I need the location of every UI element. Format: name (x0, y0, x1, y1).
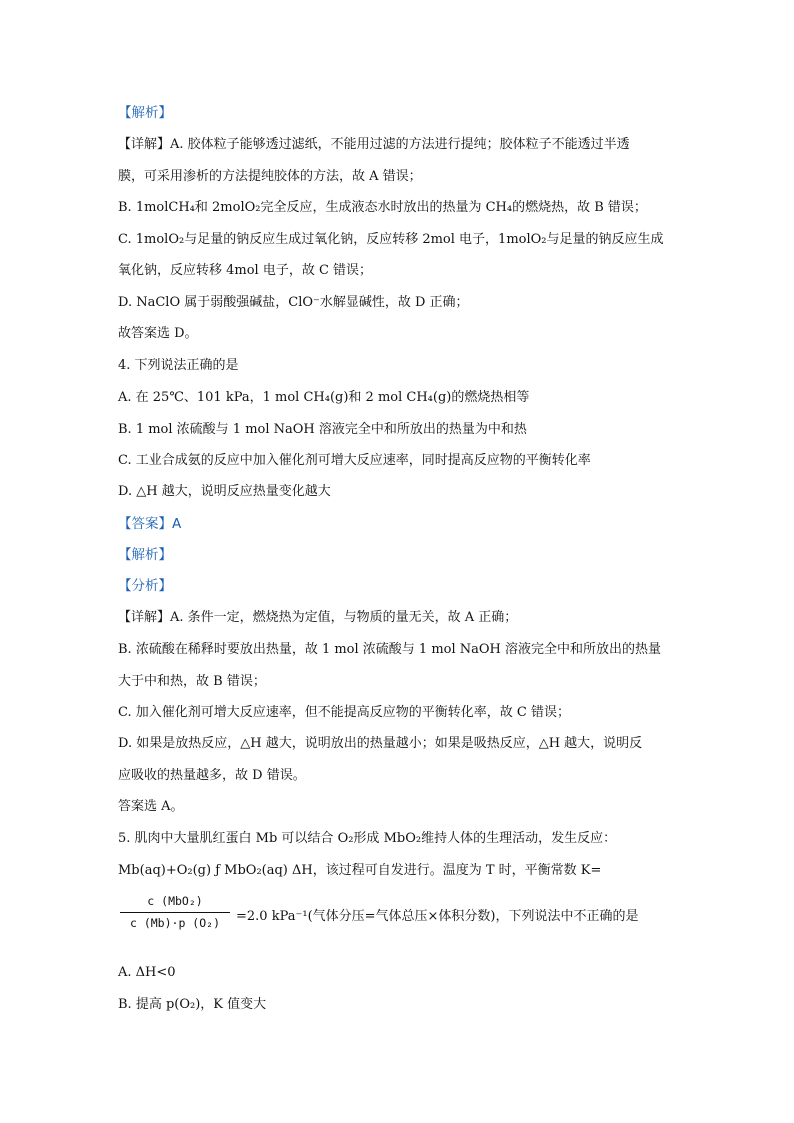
text-line: 【详解】A. 条件一定，燃烧热为定值，与物质的量无关，故 A 正确； (118, 610, 518, 625)
text-line: B. 1 mol 浓硫酸与 1 mol NaOH 溶液完全中和所放出的热量为中和热 (118, 422, 527, 437)
fraction-numerator: c (MbO₂) (147, 894, 203, 908)
text-line: 故答案选 D。 (118, 326, 198, 341)
text-line: 【详解】A. 胶体粒子能够透过滤纸，不能用过滤的方法进行提纯；胶体粒子不能透过半透 (118, 137, 630, 152)
section-tag: 【解析】 (118, 547, 172, 563)
text-line: D. △H 越大，说明反应热量变化越大 (118, 484, 331, 499)
text-line: A. ΔH<0 (118, 965, 176, 980)
text-line: 应吸收的热量越多，故 D 错误。 (118, 768, 306, 783)
text-line: Mb(aq)+O₂(g) ƒ MbO₂(aq) ΔH，该过程可自发进行。温度为 T 时，平衡常数 K= (118, 863, 602, 878)
text-line: 答案选 A。 (118, 799, 184, 814)
text-line: 大于中和热，故 B 错误； (118, 674, 266, 689)
section-tag: 【答案】A (118, 516, 182, 532)
fraction-trailing-text: =2.0 kPa⁻¹(气体分压=气体总压×体积分数)，下列说法中不正确的是 (236, 909, 639, 924)
text-line: A. 在 25℃、101 kPa，1 mol CH₄(g)和 2 mol CH₄(g)的燃烧热相等 (118, 390, 530, 405)
fraction-denominator: c (Mb)·p (O₂) (129, 916, 220, 930)
text-line: D. 如果是放热反应，△H 越大，说明放出的热量越小；如果是吸热反应，△H 越大，说明反 (118, 736, 643, 751)
text-line: C. 加入催化剂可增大反应速率，但不能提高反应物的平衡转化率，故 C 错误； (118, 705, 570, 720)
section-tag: 【解析】 (118, 105, 172, 121)
text-line: B. 1molCH₄和 2molO₂完全反应，生成液态水时放出的热量为 CH₄的燃烧热，故 B 错误； (118, 200, 647, 215)
text-line: D. NaClO 属于弱酸强碱盐，ClO⁻水解显碱性，故 D 正确； (118, 295, 469, 310)
text-line: C. 工业合成氨的反应中加入催化剂可增大反应速率，同时提高反应物的平衡转化率 (118, 453, 591, 468)
text-line: B. 提高 p(O₂)，K 值变大 (118, 997, 267, 1012)
section-tag: 【分析】 (118, 578, 172, 594)
text-line: 5. 肌肉中大量肌红蛋白 Mb 可以结合 O₂形成 MbO₂维持人体的生理活动，发生反应： (118, 831, 617, 846)
text-line: 膜，可采用渗析的方法提纯胶体的方法，故 A 错误； (118, 169, 422, 184)
text-line: C. 1molO₂与足量的钠反应生成过氧化钠，反应转移 2mol 电子，1molO₂与足量的钠反应生成 (118, 232, 664, 247)
equilibrium-constant-fraction (118, 892, 232, 936)
text-line: 氧化钠，反应转移 4mol 电子，故 C 错误； (118, 263, 373, 278)
text-line: 4. 下列说法正确的是 (118, 358, 239, 373)
fraction-bar (120, 912, 230, 913)
text-line: B. 浓硫酸在稀释时要放出热量，故 1 mol 浓硫酸与 1 mol NaOH 溶液完全中和所放出的热量 (118, 642, 662, 657)
